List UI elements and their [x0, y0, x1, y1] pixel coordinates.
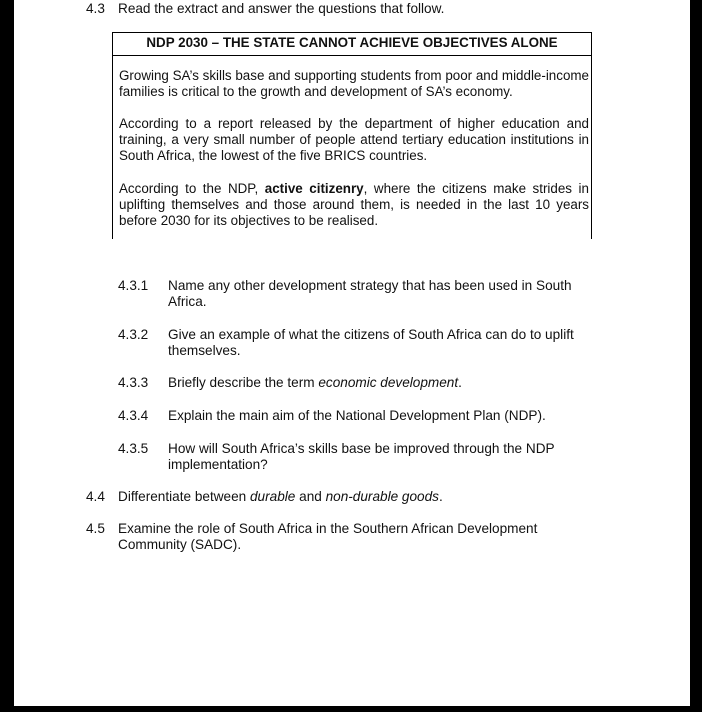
- question-text-4-4-mid: and: [295, 489, 326, 504]
- question-number-4-4: 4.4: [86, 489, 105, 504]
- question-text-4-4-end: .: [438, 489, 443, 504]
- active-citizenry-term: active citizenry: [264, 181, 364, 196]
- extract-paragraph-1: Growing SA’s skills base and supporting students from poor and middle-income families is critical to the growth and development of SA’s economy.: [119, 68, 589, 99]
- non-durable-goods-term: non-durable goods: [325, 489, 439, 504]
- question-number-4-5: 4.5: [86, 521, 105, 536]
- extract-paragraph-2: According to a report released by the department of higher education and training, a very small number of people attend tertiary education institutions in South Africa, the lowest of the five BRICS countries.: [119, 116, 589, 163]
- document-page: [14, 0, 690, 706]
- question-text-4-5: Examine the role of South Africa in the Southern African Development Community (SADC).: [118, 521, 538, 552]
- question-text-4-3-3: [168, 375, 598, 391]
- extract-box: [112, 32, 592, 239]
- question-text-4-3-4: Explain the main aim of the National Development Plan (NDP).: [168, 408, 546, 423]
- question-number-4-3-2: 4.3.2: [118, 327, 149, 342]
- extract-paragraph-3-end: , where the citizens make strides in uplifting themselves and those around them, is needed in the last 10 years before 2030 for its objectives to be realised.: [119, 181, 589, 228]
- question-number-4-3-5: 4.3.5: [118, 441, 149, 456]
- question-text-4-3-1: Name any other development strategy that has been used in South Africa.: [168, 278, 572, 309]
- extract-title: NDP 2030 – THE STATE CANNOT ACHIEVE OBJECTIVES ALONE: [113, 33, 591, 56]
- question-number-4-3-3: 4.3.3: [118, 375, 149, 390]
- extract-paragraph-3: [119, 181, 589, 229]
- durable-term: durable: [250, 489, 296, 504]
- question-number-4-3: 4.3: [86, 1, 105, 16]
- extract-paragraph-3-start: According to the NDP,: [119, 181, 265, 196]
- question-text-4-3-3-end: .: [458, 375, 462, 390]
- question-text-4-4-start: Differentiate between: [118, 489, 250, 504]
- question-text-4-3-2: Give an example of what the citizens of South Africa can do to uplift themselves.: [168, 327, 574, 358]
- question-text-4-3-5: How will South Africa’s skills base be improved through the NDP implementation?: [168, 441, 555, 472]
- question-text-4-3-3-start: Briefly describe the term: [168, 375, 319, 390]
- question-number-4-3-4: 4.3.4: [118, 408, 149, 423]
- question-text-4-4: [118, 489, 598, 505]
- economic-development-term: economic development: [318, 375, 459, 390]
- question-number-4-3-1: 4.3.1: [118, 278, 149, 293]
- question-instruction-4-3: Read the extract and answer the questions that follow.: [118, 1, 445, 16]
